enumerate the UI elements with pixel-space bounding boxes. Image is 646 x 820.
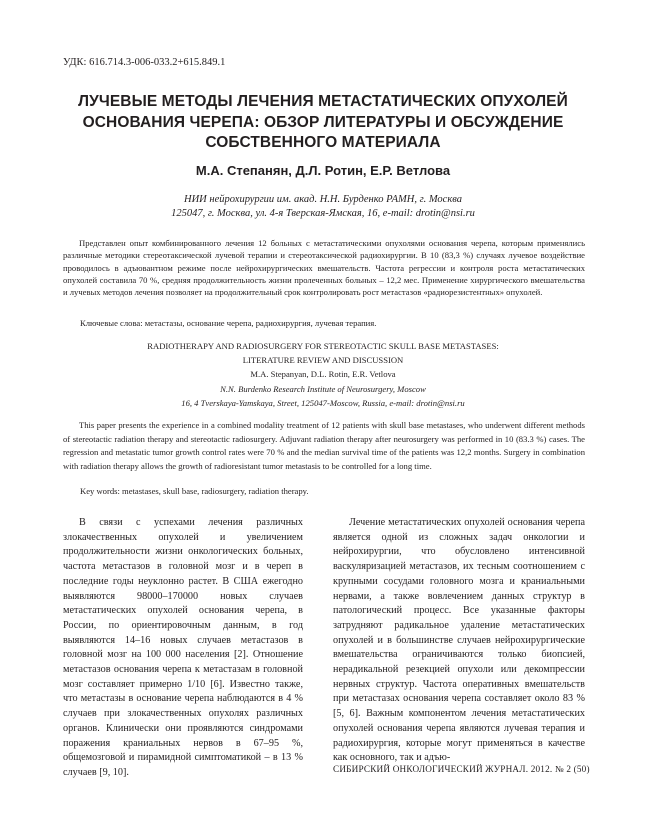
- article-title: ЛУЧЕВЫЕ МЕТОДЫ ЛЕЧЕНИЯ МЕТАСТАТИЧЕСКИХ ОПУХОЛЕЙ ОСНОВАНИЯ ЧЕРЕПА: ОБЗОР ЛИТЕРАТУРЫ И ОБСУЖДЕНИЕ СОБСТВЕННОГО МАТЕРИАЛА: [78, 93, 568, 151]
- udk-code: УДК: 616.714.3-006-033.2+615.849.1: [63, 57, 226, 68]
- english-affiliation-line-2: 16, 4 Tverskaya-Yamskaya, Street, 125047-Moscow, Russia, e-mail: drotin@nsi.ru: [181, 398, 465, 408]
- keywords-russian: Ключевые слова: метастазы, основание черепа, радиохирургия, лучевая терапия.: [80, 318, 377, 328]
- abstract-english: This paper presents the experience in a combined modality treatment of 12 patients with skull base metastases, who underwent different methods of stereotactic radiation therapy and stereotactic radiosurgery. Adjuvant radiation therapy after neurosurgery was performed in 10 (83.3 %) cases. The regression and metastatic tumor growth control rates were 70 % and the median survival time of the patients was 12,2 months. Surgery in combination with radiation therapy allows the growth of radioresistant tumor metastasis to be controlled for a long time.: [63, 420, 585, 471]
- english-affiliation-line-1: N.N. Burdenko Research Institute of Neurosurgery, Moscow: [220, 384, 426, 394]
- body-right-column: Лечение метастатических опухолей основания черепа является одной из сложных задач онкологии и нейрохирургии, что обусловлено интенсивной васкуляризацией метастазов, их тесным соотношением с крупными сосудами головного мозга и краниальными нервами, а также вовлечением данных структур в патологический процесс. Все указанные факторы затрудняют радикальное удаление метастатических опухолей и в большинстве случаев нейрохирургические вмешательства ограничиваются только биопсией, нерадикальной резекцией опухоли или декомпрессии нервных структур. Частота оперативных вмешательств при метастазах основания черепа составляет около 83 % [5, 6]. Важным компонентом лечения метастатических опухолей основания черепа являются лучевая терапия и радиохирургия, которые могут применяться в качестве как основного, так и адъю-: [333, 517, 585, 764]
- article-authors: М.А. Степанян, Д.Л. Ротин, Е.Р. Ветлова: [195, 163, 451, 178]
- body-left-column: В связи с успехами лечения различных злокачественных опухолей и увеличением продолжительности жизни онкологических больных, частота метастазов в головной мозг и в череп в последние годы неуклонно растет. В США ежегодно выявляются 98000–170000 новых случаев метастатических опухолей основания черепа, в России, по ориентировочным данным, в год выявляются 14–16 новых случаев метастазов в головной мозг на 100 000 населения [2]. Отношение метастазов основания черепа к метастазам в головной мозг составляет примерно 1/10 [6]. Известно также, что метастазы в основание черепа наблюдаются в 4 % случаев при злокачественных опухолях различных органов. Клинически они проявляются синдромами поражения краниальных нервов в 67–95 %, общемозговой и пирамидной симптоматикой – в 13 % случаев [9, 10].: [63, 517, 303, 778]
- keywords-english: Key words: metastases, skull base, radiosurgery, radiation therapy.: [80, 486, 309, 496]
- abstract-russian: Представлен опыт комбинированного лечения 12 больных с метастатическими опухолями основания черепа, которым применялись различные методики стереотаксической лучевой терапии и стереотаксической радиохирургии. В 10 (83,3 %) случаях лучевое воздействие проводилось в адъювантном режиме после нейрохирургических вмешательств. Частота регрессии и контроля роста метастатических опухолей составила 70 %, средняя продолжительность жизни пролеченных больных – 12,2 мес. Применение хирургического вмешательства и лучевых методов лечения позволяет на продолжительный срок контролировать рост метастазов «радиорезистентных» опухолей.: [63, 238, 585, 298]
- english-authors: M.A. Stepanyan, D.L. Rotin, E.R. Vetlova: [250, 369, 396, 379]
- affiliation-line-2: 125047, г. Москва, ул. 4-я Тверская-Ямская, 16, e-mail: drotin@nsi.ru: [171, 208, 475, 219]
- affiliation-line-1: НИИ нейрохирургии им. акад. Н.Н. Бурденко РАМН, г. Москва: [184, 194, 462, 205]
- english-title-line-2: LITERATURE REVIEW AND DISCUSSION: [242, 355, 404, 365]
- english-title-line-1: RADIOTHERAPY AND RADIOSURGERY FOR STEREOTACTIC SKULL BASE METASTASES:: [147, 341, 499, 351]
- journal-footer: СИБИРСКИЙ ОНКОЛОГИЧЕСКИЙ ЖУРНАЛ. 2012. № 2 (50): [333, 764, 590, 774]
